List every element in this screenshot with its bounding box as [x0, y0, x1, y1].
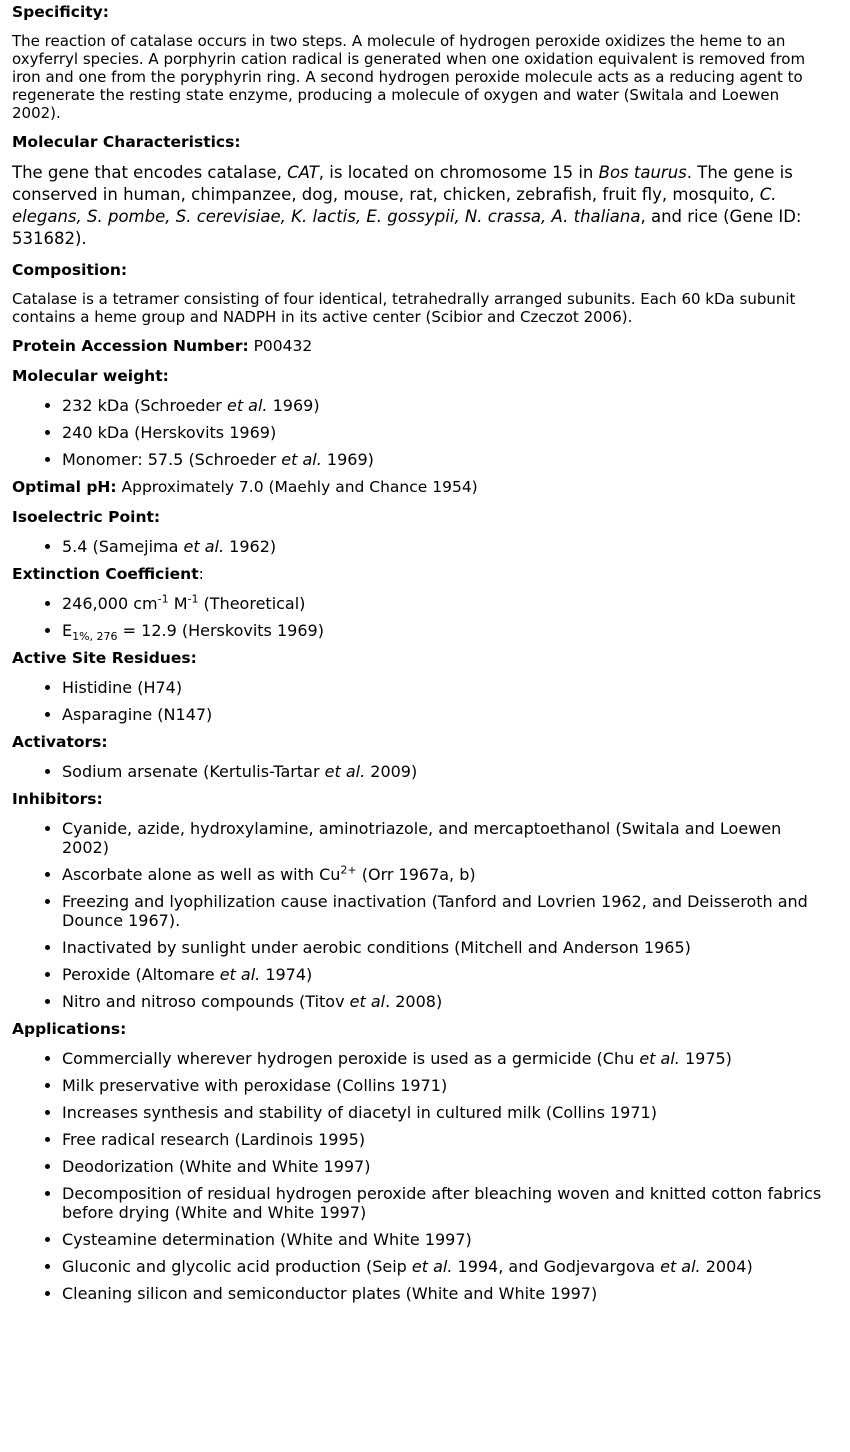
- list-item: • Sodium arsenate (Kertulis-Tartar et al. 2009): [62, 762, 832, 781]
- species-name: Bos taurus: [598, 163, 687, 182]
- applications-heading: Applications:: [12, 1020, 127, 1038]
- list-item: • Commercially wherever hydrogen peroxide is used as a germicide (Chu et al. 1975): [62, 1049, 832, 1068]
- list-item: • Peroxide (Altomare et al. 1974): [62, 965, 832, 984]
- active-site-heading: Active Site Residues:: [12, 649, 197, 667]
- specificity-text: The reaction of catalase occurs in two steps. A molecule of hydrogen peroxide oxidizes the heme to an oxyferryl species. A porphyrin cation radical is generated when one oxidation equivalent is removed from iron and one from the poryphyrin ring. A second hydrogen peroxide molecule acts as a reducing agent to regenerate the resting state enzyme, producing a molecule of oxygen and water (Switala and Loewen 2002).: [12, 32, 806, 122]
- composition-text: Catalase is a tetramer consisting of four identical, tetrahedrally arranged subunits. Each 60 kDa subunit contains a heme group and NADPH in its active center (Scibior and Czeczot 2006).: [12, 290, 796, 326]
- optimal-ph-line: [12, 477, 832, 497]
- list-item: • 5.4 (Samejima et al. 1962): [62, 537, 832, 556]
- gene-name: CAT: [287, 163, 319, 182]
- list-item: • Increases synthesis and stability of diacetyl in cultured milk (Collins 1971): [62, 1103, 832, 1122]
- organism-list: C. elegans, S. pombe, S. cerevisiae, K. lactis, E. gossypii, N. crassa, A. thaliana: [12, 185, 777, 226]
- extinction-list: [12, 592, 832, 644]
- list-item: • Free radical research (Lardinois 1995): [62, 1130, 832, 1149]
- list-item: • Ascorbate alone as well as with $Cu^{2+}$ (Orr 1967a, b): [62, 865, 832, 884]
- inhibitors-list: [12, 819, 832, 1011]
- active-site-list: [12, 678, 832, 724]
- list-item: • Gluconic and glycolic acid production (Seip et al. 1994, and Godjevargova et al. 2004): [62, 1257, 832, 1276]
- applications-list: [12, 1049, 832, 1303]
- list-item: • Freezing and lyophilization cause inactivation (Tanford and Lovrien 1962, and Deisseroth and Dounce 1967).: [62, 892, 832, 930]
- list-item: • 232 kDa (Schroeder et al. 1969): [62, 396, 832, 415]
- activators-heading: Activators:: [12, 733, 108, 751]
- list-item: • Milk preservative with peroxidase (Collins 1971): [62, 1076, 832, 1095]
- molecular-characteristics-text: The gene that encodes catalase, CAT, is located on chromosome 15 in Bos taurus. The gene is conserved in human, chimpanzee, dog, mouse, rat, chicken, zebrafish, fruit fly, mosquito, C. elegans, S. pombe, S. cerevisiae, K. lactis, E. gossypii, N. crassa, A. thaliana, and rice (Gene ID: 531682).: [12, 163, 802, 248]
- activators-list: [12, 762, 832, 781]
- list-item: • 246,000 $cm^{-1}$ $M^{-1}$ (Theoretical): [62, 594, 832, 613]
- isoelectric-heading: Isoelectric Point:: [12, 508, 161, 526]
- list-item: • Cyanide, azide, hydroxylamine, aminotriazole, and mercaptoethanol (Switala and Loewen 2002): [62, 819, 832, 857]
- list-item: • Monomer: 57.5 (Schroeder et al. 1969): [62, 450, 832, 469]
- list-item: • Deodorization (White and White 1997): [62, 1157, 832, 1176]
- list-item: • 240 kDa (Herskovits 1969): [62, 423, 832, 442]
- molecular-characteristics-heading: Molecular Characteristics:: [12, 133, 241, 151]
- list-item: • Cysteamine determination (White and White 1997): [62, 1230, 832, 1249]
- list-item: • $E_{1\%, 276} = 12.9$ (Herskovits 1969): [62, 621, 832, 640]
- composition-heading: Composition:: [12, 261, 128, 279]
- list-item: • Asparagine (N147): [62, 705, 832, 724]
- isoelectric-list: [12, 537, 832, 556]
- accession-value: P00432: [248, 337, 313, 355]
- list-item: • Decomposition of residual hydrogen peroxide after bleaching woven and knitted cotton fabrics before drying (White and White 1997): [62, 1184, 832, 1222]
- list-item: • Inactivated by sunlight under aerobic conditions (Mitchell and Anderson 1965): [62, 938, 832, 957]
- list-item: • Histidine (H74): [62, 678, 832, 697]
- accession-line: [12, 336, 832, 356]
- optimal-ph-label: Optimal pH:: [12, 478, 117, 496]
- accession-label: Protein Accession Number:: [12, 337, 249, 355]
- extinction-heading: Extinction Coefficient:: [12, 565, 204, 583]
- molecular-weight-list: [12, 396, 832, 469]
- specificity-heading: Specificity:: [12, 3, 109, 21]
- molecular-weight-heading: Molecular weight:: [12, 367, 169, 385]
- optimal-ph-value: Approximately 7.0 (Maehly and Chance 1954): [116, 478, 478, 496]
- inhibitors-heading: Inhibitors:: [12, 790, 103, 808]
- list-item: • Nitro and nitroso compounds (Titov et al. 2008): [62, 992, 832, 1011]
- list-item: • Cleaning silicon and semiconductor plates (White and White 1997): [62, 1284, 832, 1303]
